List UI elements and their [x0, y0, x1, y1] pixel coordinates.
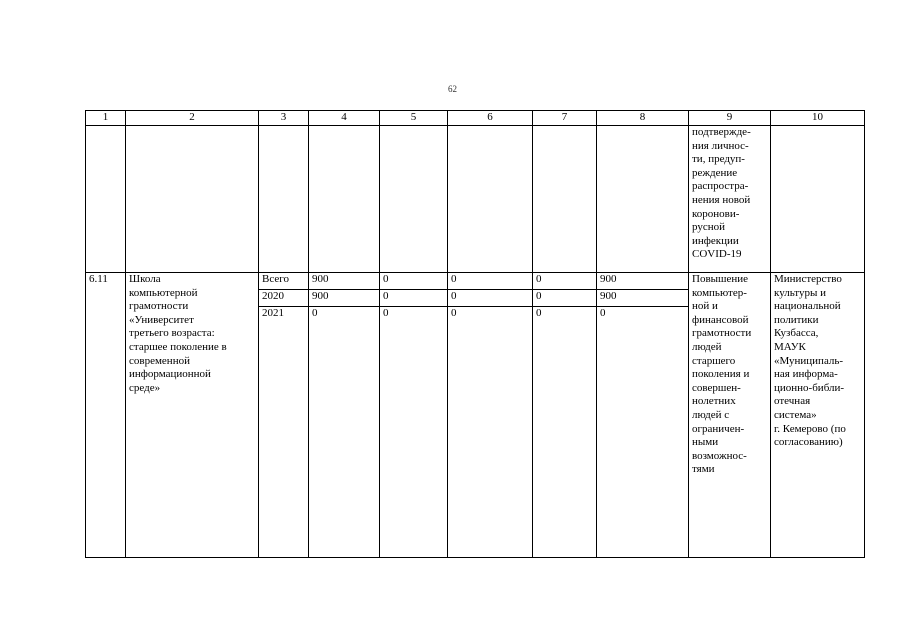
text-line: ная информа-	[774, 368, 838, 381]
header-cell-2: 2	[126, 111, 259, 126]
value-col7: 0	[533, 307, 597, 558]
header-cell-4: 4	[309, 111, 380, 126]
text-line: грамотности	[692, 327, 752, 340]
text-line: нолетних	[692, 395, 736, 408]
text-line: распростра-	[692, 180, 749, 193]
text-line: третьего возраста:	[129, 327, 215, 340]
value-col5: 0	[380, 273, 448, 290]
text-line: отечная	[774, 395, 811, 408]
text-line: национальной	[774, 300, 841, 313]
header-cell-6: 6	[448, 111, 533, 126]
text-line: ционно-библи-	[774, 381, 845, 394]
text-line: финансовой	[692, 313, 749, 326]
text-line: ния личнос-	[692, 139, 749, 152]
value-col7: 0	[533, 273, 597, 290]
value-col5: 0	[380, 290, 448, 307]
continued-result-cell	[689, 126, 771, 273]
text-line: COVID-19	[692, 248, 742, 261]
text-line: согласованию)	[774, 436, 843, 449]
text-line: людей с	[692, 408, 730, 421]
period-label: Всего	[259, 273, 309, 290]
header-cell-7: 7	[533, 111, 597, 126]
table-row	[86, 273, 865, 290]
value-col8: 900	[597, 290, 689, 307]
executor-cell	[771, 273, 865, 558]
event-name-cell	[126, 273, 259, 558]
text-line: культуры и	[774, 286, 826, 299]
text-line: ными	[692, 436, 719, 449]
value-col7: 0	[533, 290, 597, 307]
text-line: поколения и	[692, 368, 750, 381]
header-row	[86, 111, 865, 126]
text-line: г. Кемерово (по	[774, 422, 846, 435]
value-col4: 900	[309, 290, 380, 307]
text-line: тями	[692, 463, 715, 476]
header-cell-9: 9	[689, 111, 771, 126]
text-line: возможнос-	[692, 449, 747, 462]
text-line: реждение	[692, 166, 738, 179]
text-line: Кузбасса,	[774, 327, 819, 340]
text-line: подтвержде-	[692, 126, 751, 138]
text-line: компьютер-	[692, 286, 747, 299]
page-number: 62	[448, 84, 457, 94]
text-line: Школа	[129, 273, 161, 285]
text-line: «Университет	[129, 313, 194, 326]
data-table	[85, 110, 865, 558]
text-line: старшее поколение в	[129, 340, 227, 353]
text-line: система»	[774, 408, 817, 421]
text-line: коронови-	[692, 207, 740, 220]
text-line: информационной	[129, 368, 211, 381]
value-col6: 0	[448, 290, 533, 307]
text-line: русной	[692, 221, 726, 234]
text-line: «Муниципаль-	[774, 354, 844, 367]
continued-row	[86, 126, 865, 273]
text-line: МАУК	[774, 340, 806, 353]
text-line: Повышение	[692, 273, 749, 285]
text-line: ограничен-	[692, 422, 745, 435]
text-line: инфекции	[692, 234, 739, 247]
value-col8: 900	[597, 273, 689, 290]
text-line: старшего	[692, 354, 736, 367]
value-col8: 0	[597, 307, 689, 558]
value-col4: 0	[309, 307, 380, 558]
text-line: среде»	[129, 381, 161, 394]
header-cell-5: 5	[380, 111, 448, 126]
row-number: 6.11	[86, 273, 126, 558]
header-cell-8: 8	[597, 111, 689, 126]
value-col6: 0	[448, 273, 533, 290]
text-line: совершен-	[692, 381, 741, 394]
text-line: грамотности	[129, 300, 189, 313]
header-cell-1: 1	[86, 111, 126, 126]
value-col5: 0	[380, 307, 448, 558]
period-label: 2021	[259, 307, 309, 558]
value-col6: 0	[448, 307, 533, 558]
period-label: 2020	[259, 290, 309, 307]
text-line: нения новой	[692, 193, 751, 206]
text-line: Министерство	[774, 273, 842, 285]
text-line: ти, предуп-	[692, 153, 745, 166]
text-line: политики	[774, 313, 819, 326]
text-line: компьютерной	[129, 286, 198, 299]
text-line: современной	[129, 354, 190, 367]
header-cell-10: 10	[771, 111, 865, 126]
header-cell-3: 3	[259, 111, 309, 126]
value-col4: 900	[309, 273, 380, 290]
text-line: людей	[692, 340, 722, 353]
expected-result-cell	[689, 273, 771, 558]
text-line: ной и	[692, 300, 718, 313]
